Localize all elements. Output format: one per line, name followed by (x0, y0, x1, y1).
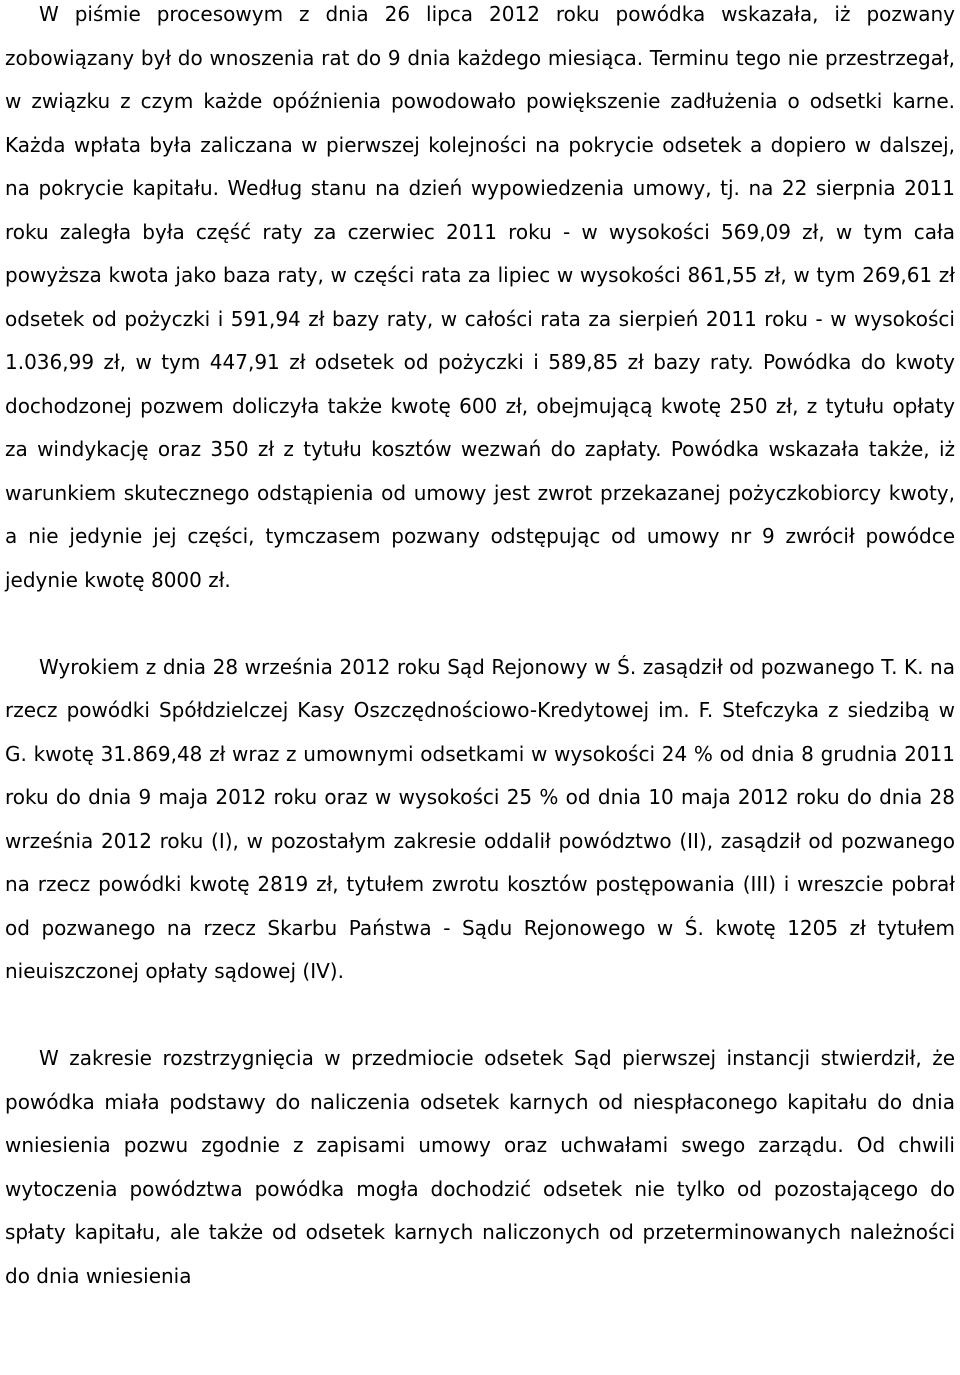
document-page (5, 0, 955, 1298)
paragraph-interest-ruling: W zakresie rozstrzygnięcia w przedmiocie odsetek Sąd pierwszej instancji stwierdził, że powódka miała podstawy do naliczenia odsetek karnych od niespłaconego kapitału do dnia wniesienia pozwu zgodnie z zapisami umowy oraz uchwałami swego zarządu. Od chwili wytoczenia powództwa powódka mogła dochodzić odsetek nie tylko od pozostającego do spłaty kapitału, ale także od odsetek karnych naliczonych od przeterminowanych należności do dnia wniesienia (5, 1046, 955, 1288)
paragraph-judgment: Wyrokiem z dnia 28 września 2012 roku Sąd Rejonowy w Ś. zasądził od pozwanego T. K. na rzecz powódki Spółdzielczej Kasy Oszczędnościowo-Kredytowej im. F. Stefczyka z siedzibą w G. kwotę 31.869,48 zł wraz z umownymi odsetkami w wysokości 24 % od dnia 8 grudnia 2011 roku do dnia 9 maja 2012 roku oraz w wysokości 25 % od dnia 10 maja 2012 roku do dnia 28 września 2012 roku (I), w pozostałym zakresie oddalił powództwo (II), zasądził od pozwanego na rzecz powódki kwotę 2819 zł, tytułem zwrotu kosztów postępowania (III) i wreszcie pobrał od pozwanego na rzecz Skarbu Państwa - Sądu Rejonowego w Ś. kwotę 1205 zł tytułem nieuiszczonej opłaty sądowej (IV). (5, 654, 955, 983)
paragraph-statement-of-claim: W piśmie procesowym z dnia 26 lipca 2012 roku powódka wskazała, iż pozwany zobowiązany był do wnoszenia rat do 9 dnia każdego miesiąca. Terminu tego nie przestrzegał, w związku z czym każde opóźnienia powodowało powiększenie zadłużenia o odsetki karne. Każda wpłata była zaliczana w pierwszej kolejności na pokrycie odsetek a dopiero w dalszej, na pokrycie kapitału. Według stanu na dzień wypowiedzenia umowy, tj. na 22 sierpnia 2011 roku zaległa była część raty za czerwiec 2011 roku - w wysokości 569,09 zł, w tym cała powyższa kwota jako baza raty, w części rata za lipiec w wysokości 861,55 zł, w tym 269,61 zł odsetek od pożyczki i 591,94 zł bazy raty, w całości rata za sierpień 2011 roku - w wysokości 1.036,99 zł, w tym 447,91 zł odsetek od pożyczki i 589,85 zł bazy raty. Powódka do kwoty dochodzonej pozwem doliczyła także kwotę 600 zł, obejmującą kwotę 250 zł, z tytułu opłaty za windykację oraz 350 zł z tytułu kosztów wezwań do zapłaty. Powódka wskazała także, iż warunkiem skutecznego odstąpienia od umowy jest zwrot przekazanej pożyczkobiorcy kwoty, a nie jedynie jej części, tymczasem pozwany odstępując od umowy nr 9 zwrócił powódce jedynie kwotę 8000 zł. (5, 2, 955, 592)
